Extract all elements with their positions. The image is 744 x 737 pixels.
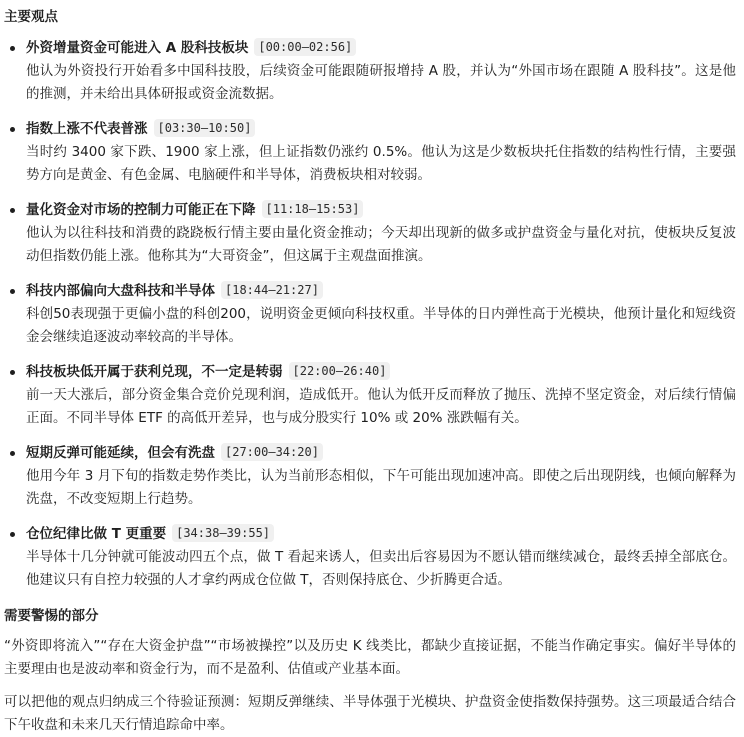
point-title-line [26, 441, 736, 465]
point-title-line [26, 198, 736, 222]
point-title-line [26, 117, 736, 141]
list-item [4, 522, 736, 592]
point-title: 指数上涨不代表普涨 [26, 121, 148, 137]
timestamp-badge: [18:44–21:27] [221, 281, 323, 299]
point-body: 他用今年 3 月下旬的指数走势作类比，认为当前形态相似，下午可能出现加速冲高。即使之后出现阴线，也倾向解释为洗盘，不改变短期上行趋势。 [26, 468, 736, 507]
timestamp-badge: [03:30–10:50] [154, 119, 256, 137]
point-body: 半导体十几分钟就可能波动四五个点，做 T 看起来诱人，但卖出后容易因为不愿认错而继续减仓，最终丢掉全部底仓。他建议只有自控力较强的人才拿约两成仓位做 T，否则保持底仓、少折腾更合适。 [26, 549, 736, 588]
point-body: 他认为外资投行开始看多中国科技股，后续资金可能跟随研报增持 A 股，并认为“外国市场在跟随 A 股科技”。这是他的推测，并未给出具体研报或资金流数据。 [26, 63, 736, 102]
list-item [4, 36, 736, 106]
list-item [4, 198, 736, 268]
point-title: 短期反弹可能延续，但会有洗盘 [26, 445, 215, 461]
timestamp-badge: [11:18–15:53] [262, 200, 364, 218]
warning-paragraph: “外资即将流入”“存在大资金护盘”“市场被操控”以及历史 K 线类比，都缺少直接证据，不能当作确定事实。偏好半导体的主要理由也是波动率和资金行为，而不是盈利、估值或产业基本面。 [4, 638, 736, 677]
point-title-line [26, 360, 736, 384]
list-item [4, 360, 736, 430]
point-title: 科技内部偏向大盘科技和半导体 [26, 283, 215, 299]
point-title-line [26, 36, 736, 60]
list-item [4, 117, 736, 187]
main-points-heading: 主要观点 [4, 9, 58, 25]
point-body: 前一天大涨后，部分资金集合竞价兑现利润，造成低开。他认为低开反而释放了抛压、洗掉不坚定资金，对后续行情偏正面。不同半导体 ETF 的高低开差异，也与成分股实行 10% 或 20% 涨跌幅有关。 [26, 387, 736, 426]
timestamp-badge: [34:38–39:55] [172, 524, 274, 542]
point-body: 科创50表现强于更偏小盘的科创200，说明资金更倾向科技权重。半导体的日内弹性高于光模块，他预计量化和短线资金会继续追逐波动率较高的半导体。 [26, 306, 736, 345]
point-title: 量化资金对市场的控制力可能正在下降 [26, 202, 256, 218]
point-title-line [26, 279, 736, 303]
timestamp-badge: [27:00–34:20] [221, 443, 323, 461]
points-list [4, 36, 736, 592]
timestamp-badge: [22:00–26:40] [289, 362, 391, 380]
timestamp-badge: [00:00–02:56] [254, 38, 356, 56]
point-title: 科技板块低开属于获利兑现，不一定是转弱 [26, 364, 283, 380]
point-body: 当时约 3400 家下跌、1900 家上涨，但上证指数仍涨约 0.5%。他认为这是少数板块托住指数的结构性行情，主要强势方向是黄金、有色金属、电脑硬件和半导体，消费板块相对较弱。 [26, 144, 736, 183]
point-title-line [26, 522, 736, 546]
warning-heading: 需要警惕的部分 [4, 608, 99, 624]
point-title: 仓位纪律比做 T 更重要 [26, 526, 167, 542]
list-item [4, 441, 736, 511]
summary-paragraph: 可以把他的观点归纳成三个待验证预测：短期反弹继续、半导体强于光模块、护盘资金使指数保持强势。这三项最适合结合下午收盘和未来几天行情追踪命中率。 [4, 694, 736, 733]
list-item [4, 279, 736, 349]
point-title: 外资增量资金可能进入 A 股科技板块 [26, 40, 249, 56]
point-body: 他认为以往科技和消费的跷跷板行情主要由量化资金推动；今天却出现新的做多或护盘资金与量化对抗，使板块反复波动但指数仍能上涨。他称其为“大哥资金”，但这属于主观盘面推演。 [26, 225, 736, 264]
